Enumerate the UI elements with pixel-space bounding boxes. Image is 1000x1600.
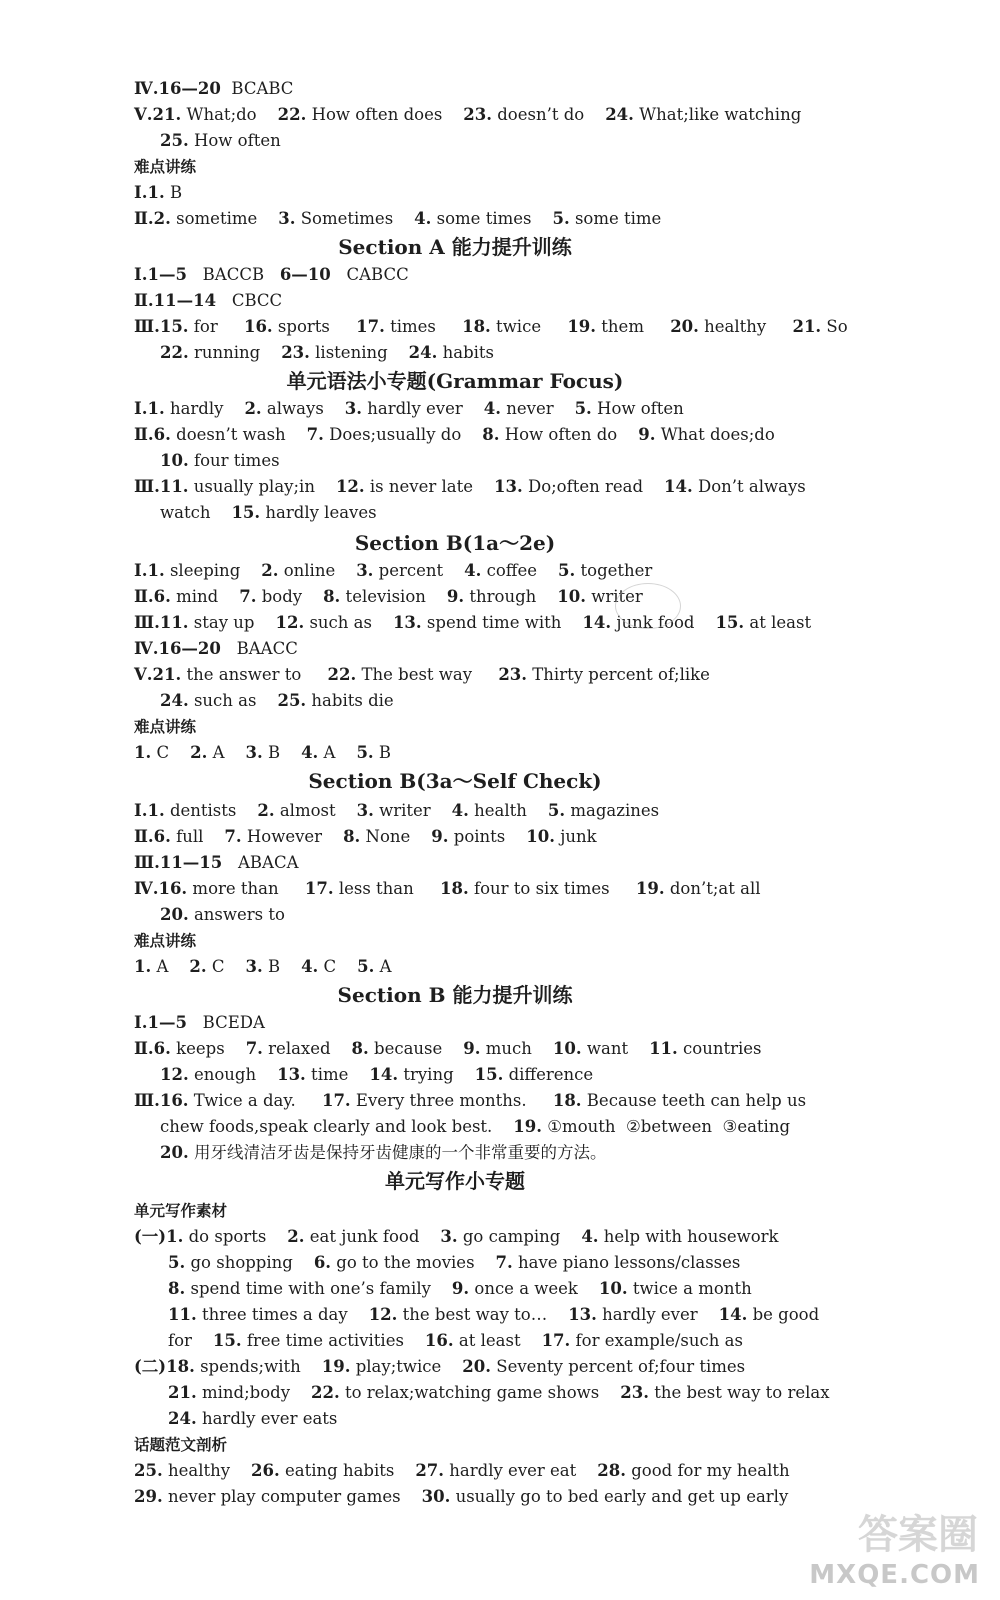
answer-text: 1. hardly 2. always 3. hardly ever 4. never 5. How often	[147, 399, 684, 418]
answer-line	[134, 824, 1000, 850]
answer-text: 1. A 2. C 3. B 4. C 5. A	[134, 957, 392, 976]
question-group-marker: Ⅱ.	[134, 827, 154, 846]
answer-line	[134, 798, 1000, 824]
answer-line	[134, 610, 1000, 636]
answer-line	[134, 102, 1000, 128]
answer-text: 1. do sports 2. eat junk food 3. go camping 4. help with housework	[166, 1227, 779, 1246]
answer-line	[160, 902, 1000, 928]
answer-text: 1. C 2. A 3. B 4. A 5. B	[134, 743, 392, 762]
answer-line	[160, 340, 1000, 366]
answer-line	[160, 128, 1000, 154]
question-group-marker: Ⅱ.	[134, 425, 154, 444]
question-group-marker: Ⅲ.	[134, 317, 160, 336]
answer-text: 6. full 7. However 8. None 9. points 10. junk	[153, 827, 597, 846]
answer-line	[160, 500, 1000, 526]
question-group-marker: Ⅳ.	[134, 639, 159, 658]
question-group-marker: Ⅳ.	[134, 79, 159, 98]
answer-text: 25. How often	[160, 131, 281, 150]
answer-text: 21. mind;body 22. to relax;watching game shows 23. the best way to relax	[168, 1383, 830, 1402]
answer-line	[168, 1250, 1000, 1276]
answer-line	[168, 1302, 1000, 1328]
answer-line	[134, 396, 1000, 422]
answer-line	[134, 1458, 1000, 1484]
answer-text: 25. healthy 26. eating habits 27. hardly ever eat 28. good for my health	[134, 1461, 790, 1480]
watermark-logo-chars: 答案圈	[858, 1512, 978, 1558]
answer-text: 1. B	[147, 183, 183, 202]
answer-text: 20. 用牙线清洁牙齿是保持牙齿健康的一个非常重要的方法。	[160, 1143, 607, 1162]
answer-line	[134, 876, 1000, 902]
question-group-marker: Ⅰ.	[134, 265, 148, 284]
question-group-marker: Ⅲ.	[134, 477, 160, 496]
question-group-marker: Ⅴ.	[134, 105, 153, 124]
answer-line	[134, 584, 1000, 610]
question-group-marker: Ⅰ.	[134, 1013, 148, 1032]
answer-text: 24. hardly ever eats	[168, 1409, 338, 1428]
question-group-marker: Ⅱ.	[134, 587, 154, 606]
question-group-marker: Ⅱ.	[134, 209, 154, 228]
answer-line	[168, 1328, 1000, 1354]
subsection-label: 单元写作素材	[134, 1202, 228, 1220]
answer-text: 1. sleeping 2. online 3. percent 4. coffee 5. together	[147, 561, 653, 580]
answer-line	[160, 1062, 1000, 1088]
answer-text: 6. mind 7. body 8. television 9. through 10. writer	[153, 587, 643, 606]
answer-line	[134, 262, 1000, 288]
answer-text: 11. three times a day 12. the best way to… 13. hardly ever 14. be good	[168, 1305, 820, 1324]
answer-text: 6. keeps 7. relaxed 8. because 9. much 10. want 11. countries	[153, 1039, 762, 1058]
question-group-marker: Ⅱ.	[134, 291, 154, 310]
answer-text: 22. running 23. listening 24. habits	[160, 343, 495, 362]
answer-line	[134, 558, 1000, 584]
section-heading: Section A 能力提升训练	[338, 235, 572, 259]
answer-text: 16—20 BAACC	[158, 639, 298, 658]
question-group-marker: Ⅲ.	[134, 613, 160, 632]
answer-line	[134, 850, 1000, 876]
section-heading: Section B 能力提升训练	[337, 983, 573, 1007]
answer-text: 1—5 BCEDA	[147, 1013, 265, 1032]
answer-line	[160, 688, 1000, 714]
answer-line	[134, 288, 1000, 314]
answer-line	[168, 1276, 1000, 1302]
question-group-marker: Ⅲ.	[134, 1091, 160, 1110]
answer-text: 12. enough 13. time 14. trying 15. difference	[160, 1065, 594, 1084]
question-group-marker: Ⅰ.	[134, 561, 148, 580]
answer-text: 8. spend time with one’s family 9. once a week 10. twice a month	[168, 1279, 752, 1298]
site-watermark	[809, 1512, 992, 1594]
answer-line	[160, 1140, 1000, 1166]
answer-text: 16. Twice a day. 17. Every three months. 18. Because teeth can help us	[159, 1091, 807, 1110]
answer-line	[134, 1010, 1000, 1036]
subsection-label: 难点讲练	[134, 932, 197, 950]
answer-text: 21. the answer to 22. The best way 23. Thirty percent of;like	[152, 665, 710, 684]
answer-text: 18. spends;with 19. play;twice 20. Seventy percent of;four times	[166, 1357, 746, 1376]
question-group-marker: Ⅱ.	[134, 1039, 154, 1058]
answer-text: 6. doesn’t wash 7. Does;usually do 8. How often do 9. What does;do	[153, 425, 775, 444]
question-group-marker: Ⅰ.	[134, 399, 148, 418]
answer-text: chew foods,speak clearly and look best. 19. ①mouth ②between ③eating	[160, 1117, 791, 1136]
answer-text: 2. sometime 3. Sometimes 4. some times 5. some time	[153, 209, 662, 228]
answer-line	[134, 474, 1000, 500]
answer-line	[134, 662, 1000, 688]
answer-line	[134, 1224, 1000, 1250]
question-group-marker: (一)	[134, 1227, 167, 1246]
question-group-marker: Ⅰ.	[134, 801, 148, 820]
question-group-marker: Ⅳ.	[134, 879, 159, 898]
answer-line	[134, 1354, 1000, 1380]
answer-line	[168, 1380, 1000, 1406]
answer-text: 16—20 BCABC	[158, 79, 294, 98]
answer-text: 24. such as 25. habits die	[160, 691, 394, 710]
answer-text: 1. dentists 2. almost 3. writer 4. health 5. magazines	[147, 801, 660, 820]
question-group-marker: Ⅴ.	[134, 665, 153, 684]
answer-text: 11. stay up 12. such as 13. spend time with 14. junk food 15. at least	[159, 613, 812, 632]
answer-text: 15. for 16. sports 17. times 18. twice 19. them 20. healthy 21. So	[159, 317, 848, 336]
answer-text: 29. never play computer games 30. usually go to bed early and get up early	[134, 1487, 789, 1506]
subsection-label: 话题范文剖析	[134, 1436, 228, 1454]
answer-line	[160, 1114, 1000, 1140]
answer-line	[134, 1088, 1000, 1114]
question-group-marker: Ⅰ.	[134, 183, 148, 202]
answer-text: for 15. free time activities 16. at least 17. for example/such as	[168, 1331, 743, 1350]
subsection-label: 难点讲练	[134, 158, 197, 176]
answer-text: 20. answers to	[160, 905, 285, 924]
answer-line	[134, 422, 1000, 448]
answer-line	[134, 76, 1000, 102]
section-heading: 单元语法小专题(Grammar Focus)	[286, 369, 624, 393]
answer-text: 11. usually play;in 12. is never late 13. Do;often read 14. Don’t always	[159, 477, 806, 496]
answer-text: 21. What;do 22. How often does 23. doesn’t do 24. What;like watching	[152, 105, 802, 124]
answer-line	[160, 448, 1000, 474]
stamp-mark	[615, 583, 681, 629]
question-group-marker: (二)	[134, 1357, 167, 1376]
answer-line	[134, 180, 1000, 206]
answer-line	[134, 954, 1000, 980]
answer-line	[168, 1406, 1000, 1432]
answer-text: watch 15. hardly leaves	[160, 503, 377, 522]
answer-line	[134, 206, 1000, 232]
answer-text: 11—14 CBCC	[153, 291, 283, 310]
watermark-site-text: MXQE.COM	[809, 1560, 980, 1590]
answer-line	[134, 1036, 1000, 1062]
subsection-label: 难点讲练	[134, 718, 197, 736]
answer-text: 1—5 BACCB 6—10 CABCC	[147, 265, 409, 284]
answer-text: 10. four times	[160, 451, 280, 470]
answer-text: 16. more than 17. less than 18. four to six times 19. don’t;at all	[158, 879, 761, 898]
section-heading: 单元写作小专题	[385, 1169, 525, 1193]
section-heading: Section B(1a～2e)	[354, 531, 556, 555]
answer-text: 11—15 ABACA	[159, 853, 299, 872]
answer-line	[134, 740, 1000, 766]
section-heading: Section B(3a～Self Check)	[308, 769, 602, 793]
answer-text: 5. go shopping 6. go to the movies 7. have piano lessons/classes	[168, 1253, 741, 1272]
answer-line	[134, 314, 1000, 340]
question-group-marker: Ⅲ.	[134, 853, 160, 872]
answer-line	[134, 636, 1000, 662]
